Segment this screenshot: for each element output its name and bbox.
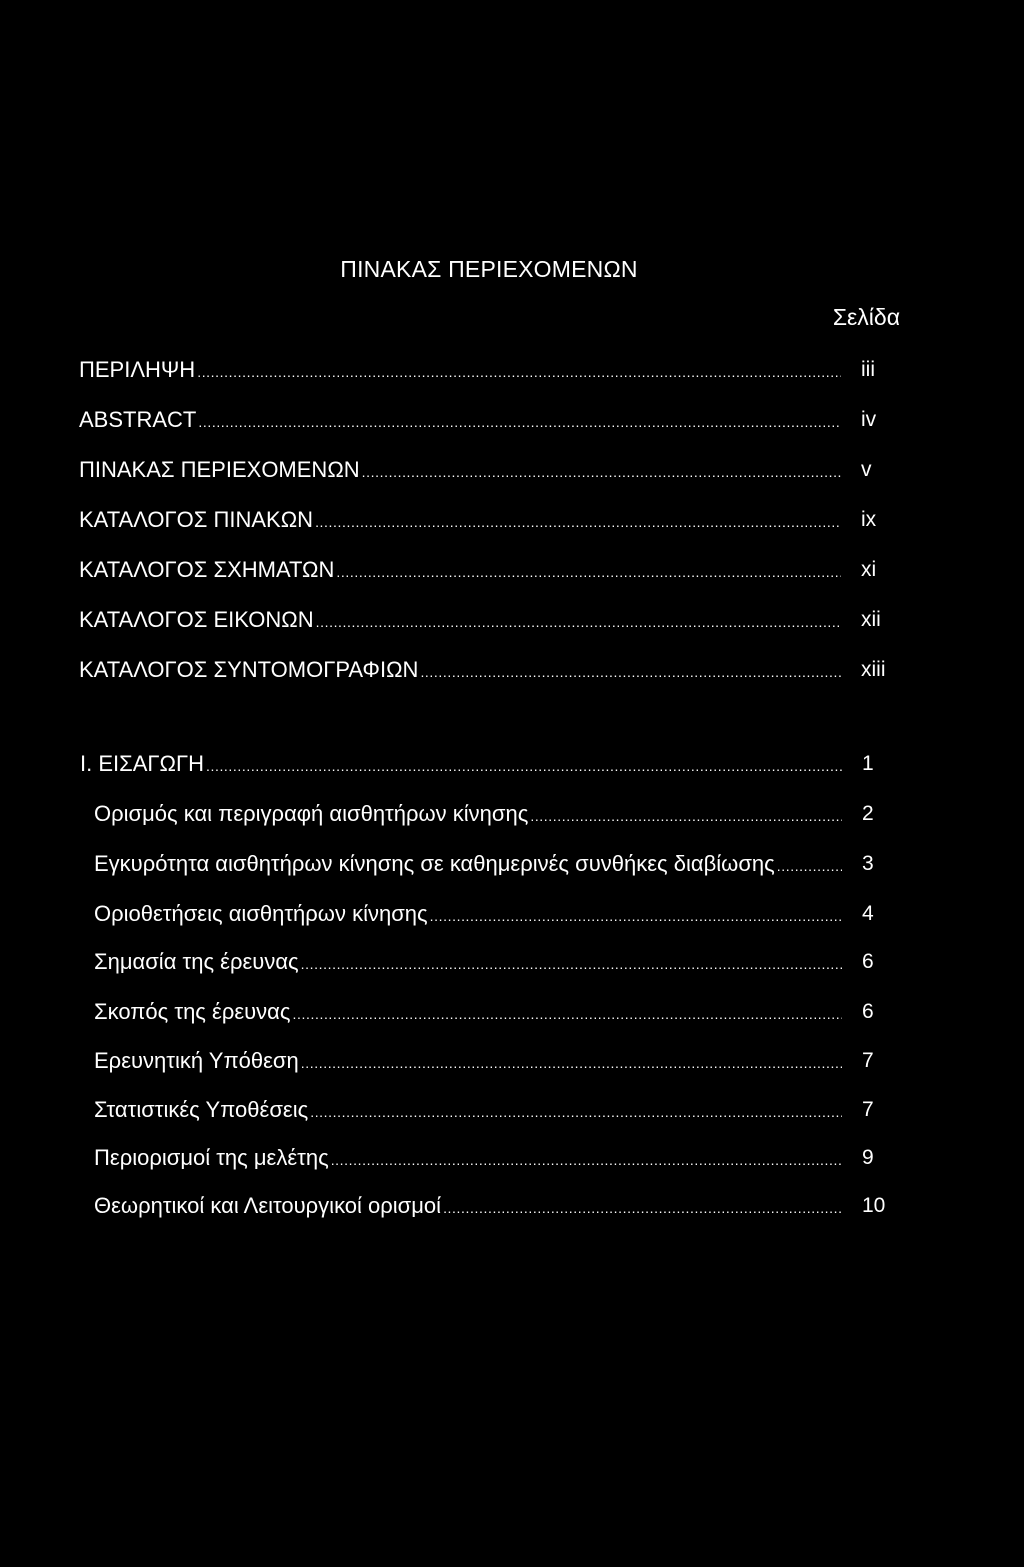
toc-entry-section[interactable] [94, 1095, 874, 1127]
toc-entry-contents[interactable] [79, 455, 872, 487]
toc-entry-section[interactable] [94, 799, 874, 831]
toc-entry-section[interactable] [94, 1191, 886, 1223]
toc-entry-page: xiii [861, 658, 886, 681]
toc-entry-page: 9 [862, 1146, 874, 1169]
dot-leader [331, 1145, 842, 1175]
dot-leader [293, 999, 842, 1029]
toc-entry-page: 2 [862, 802, 874, 825]
toc-entry-label: Σκοπός της έρευνας [94, 999, 291, 1024]
toc-entry-label: ΠΙΝΑΚΑΣ ΠΕΡΙΕΧΟΜΕΝΩΝ [79, 457, 360, 482]
toc-entry-section[interactable] [94, 1143, 874, 1175]
toc-title: ΠΙΝΑΚΑΣ ΠΕΡΙΕΧΟΜΕΝΩΝ [340, 256, 638, 282]
toc-entry-page: 10 [862, 1194, 886, 1217]
toc-entry-page: ix [861, 508, 877, 531]
dot-leader [301, 1048, 842, 1078]
dot-leader [777, 851, 842, 881]
toc-entry-page: xi [861, 558, 877, 581]
toc-entry-label: ΠΕΡΙΛΗΨΗ [79, 357, 196, 382]
toc-entry-abbreviations[interactable] [79, 655, 886, 687]
toc-entry-abstract-en[interactable] [79, 405, 877, 437]
toc-entry-label: Ορισμός και περιγραφή αισθητήρων κίνησης [94, 801, 529, 826]
dot-leader [316, 607, 841, 637]
toc-entry-abstract-gr[interactable] [79, 355, 875, 387]
dot-leader [198, 407, 841, 437]
toc-entry-label: ΚΑΤΑΛΟΓΟΣ ΕΙΚΟΝΩΝ [79, 607, 314, 632]
toc-entry-label: ΚΑΤΑΛΟΓΟΣ ΠΙΝΑΚΩΝ [79, 507, 314, 532]
toc-entry-label: Ερευνητική Υπόθεση [94, 1048, 299, 1073]
toc-entry-label: Περιορισμοί της μελέτης [94, 1145, 329, 1170]
toc-entry-list-of-images[interactable] [79, 605, 881, 637]
dot-leader [310, 1097, 842, 1127]
toc-entry-label: ΚΑΤΑΛΟΓΟΣ ΣΧΗΜΑΤΩΝ [79, 557, 335, 582]
dot-leader [301, 949, 842, 979]
toc-entry-list-of-figures[interactable] [79, 555, 877, 587]
toc-entry-page: v [861, 458, 872, 481]
toc-entry-page: 6 [862, 950, 874, 973]
dot-leader [206, 751, 842, 781]
toc-entry-page: 7 [862, 1098, 874, 1121]
toc-entry-page: 6 [862, 1000, 874, 1023]
dot-leader [197, 357, 841, 387]
toc-entry-page: 4 [862, 902, 874, 925]
toc-entry-section[interactable] [94, 899, 874, 931]
toc-entry-section[interactable] [94, 997, 874, 1029]
dot-leader [336, 557, 841, 587]
dot-leader [420, 657, 841, 687]
toc-entry-page: 3 [862, 852, 874, 875]
toc-entry-label: ΚΑΤΑΛΟΓΟΣ ΣΥΝΤΟΜΟΓΡΑΦΙΩΝ [79, 657, 419, 682]
dot-leader [315, 507, 841, 537]
toc-entry-section[interactable] [94, 947, 874, 979]
toc-entry-page: iv [861, 408, 877, 431]
page-column-label: Σελίδα [832, 304, 900, 330]
toc-entry-section[interactable] [94, 1046, 874, 1078]
toc-entry-label: Εγκυρότητα αισθητήρων κίνησης σε καθημερινές συνθήκες διαβίωσης [94, 851, 775, 876]
dot-leader [530, 801, 842, 831]
toc-entry-label: Στατιστικές Υποθέσεις [94, 1097, 309, 1122]
dot-leader [430, 901, 842, 931]
toc-entry-label: Οριοθετήσεις αισθητήρων κίνησης [94, 901, 428, 926]
toc-entry-chapter-1[interactable] [80, 749, 874, 781]
toc-entry-label: Θεωρητικοί και Λειτουργικοί ορισμοί [94, 1193, 442, 1218]
toc-entry-page: 7 [862, 1049, 874, 1072]
toc-entry-label: I. ΕΙΣΑΓΩΓΗ [80, 751, 204, 776]
toc-entry-label: ABSTRACT [79, 407, 197, 432]
toc-entry-page: 1 [862, 752, 874, 775]
toc-entry-page: xii [861, 608, 881, 631]
toc-entry-label: Σημασία της έρευνας [94, 949, 299, 974]
dot-leader [362, 457, 841, 487]
toc-entry-list-of-tables[interactable] [79, 505, 877, 537]
dot-leader [443, 1193, 842, 1223]
toc-entry-section[interactable] [94, 849, 874, 881]
toc-entry-page: iii [861, 358, 875, 381]
